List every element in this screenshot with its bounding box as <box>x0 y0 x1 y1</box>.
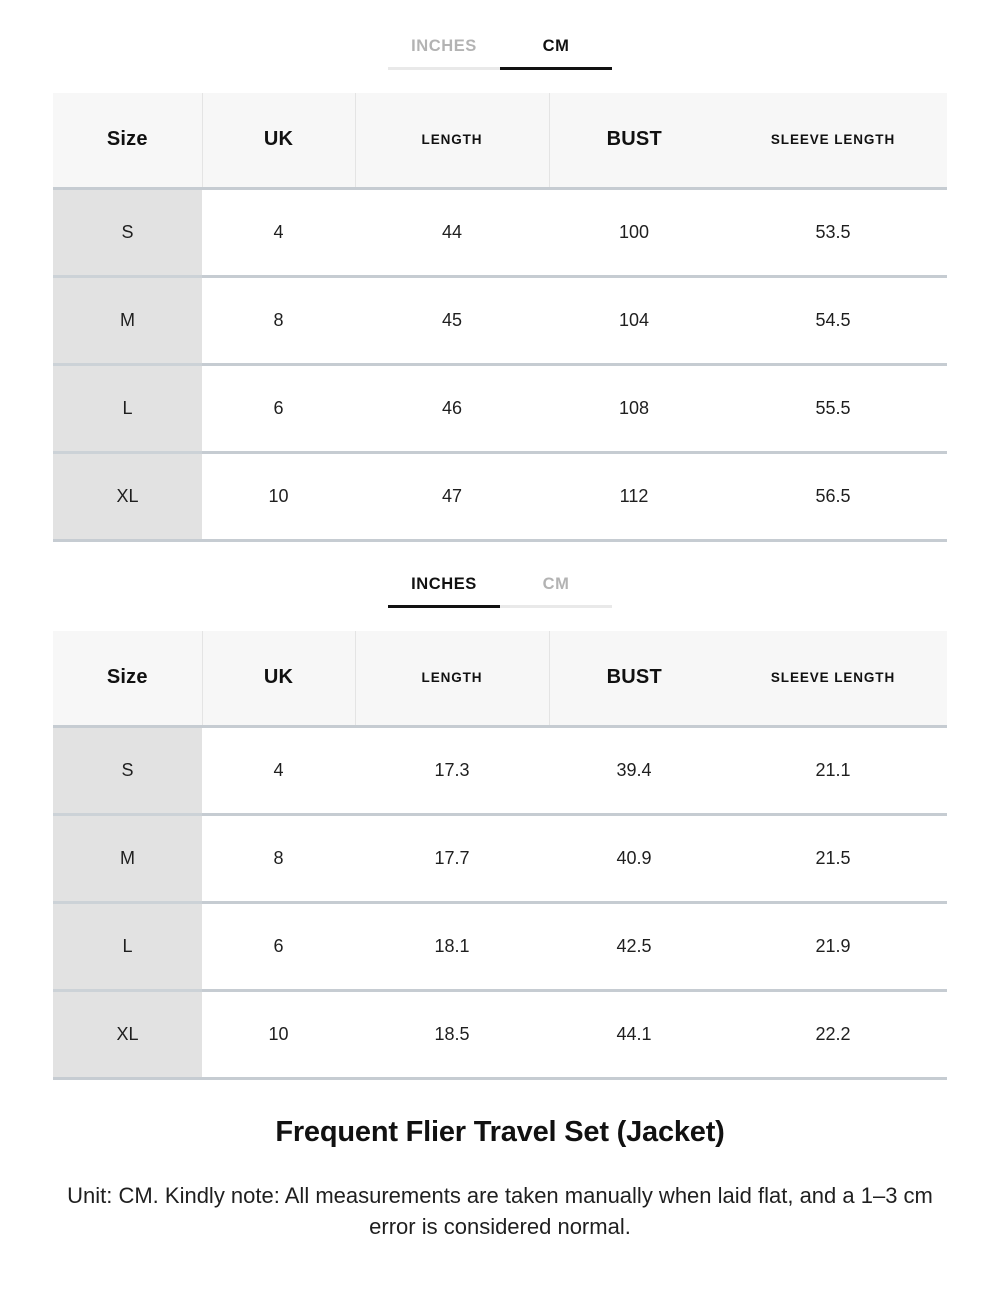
column-header-bust: BUST <box>549 631 719 727</box>
unit-tabs-row <box>388 576 612 605</box>
cell-length: 17.3 <box>355 727 549 815</box>
cell-bust: 42.5 <box>549 903 719 991</box>
cell-length: 45 <box>355 277 549 365</box>
table-row <box>53 727 947 815</box>
tab-underline-inches <box>388 67 500 70</box>
cell-bust: 104 <box>549 277 719 365</box>
cell-bust: 44.1 <box>549 991 719 1079</box>
cell-length: 18.5 <box>355 991 549 1079</box>
unit-tabs-underline-inches <box>388 605 612 608</box>
column-header-length: LENGTH <box>355 631 549 727</box>
cell-uk: 10 <box>202 453 355 541</box>
spacer <box>0 608 1000 631</box>
cell-length: 18.1 <box>355 903 549 991</box>
tab-inches[interactable]: INCHES <box>411 37 477 55</box>
cell-sleeve: 55.5 <box>719 365 947 453</box>
column-header-length: LENGTH <box>355 93 549 189</box>
cell-size: XL <box>53 991 202 1079</box>
tab-cm[interactable]: CM <box>542 575 570 593</box>
cell-length: 47 <box>355 453 549 541</box>
size-chart-section-inches <box>0 542 1000 1080</box>
table-row <box>53 903 947 991</box>
cell-size: L <box>53 903 202 991</box>
column-header-bust: BUST <box>549 93 719 189</box>
cell-uk: 4 <box>202 727 355 815</box>
size-table-cm <box>53 93 947 543</box>
table-header-row <box>53 631 947 727</box>
column-header-sleeve-length: SLEEVE LENGTH <box>719 631 947 727</box>
size-chart-section-cm <box>0 0 1000 542</box>
column-header-uk: UK <box>202 631 355 727</box>
unit-tabs-cm <box>388 38 612 67</box>
size-table-inches <box>53 631 947 1081</box>
cell-size: S <box>53 727 202 815</box>
cell-size: XL <box>53 453 202 541</box>
spacer <box>0 70 1000 93</box>
product-title: Frequent Flier Travel Set (Jacket) <box>275 1116 725 1148</box>
cell-bust: 40.9 <box>549 815 719 903</box>
table-row <box>53 815 947 903</box>
unit-tabs-underline-cm <box>388 67 612 70</box>
tab-underline-inches <box>388 605 500 608</box>
cell-bust: 39.4 <box>549 727 719 815</box>
column-header-uk: UK <box>202 93 355 189</box>
cell-sleeve: 21.1 <box>719 727 947 815</box>
tab-cm[interactable]: CM <box>542 37 570 55</box>
cell-size: S <box>53 189 202 277</box>
unit-tabs-row <box>388 38 612 67</box>
cell-sleeve: 54.5 <box>719 277 947 365</box>
cell-sleeve: 21.5 <box>719 815 947 903</box>
table-row <box>53 365 947 453</box>
table-header-row <box>53 93 947 189</box>
table-row <box>53 453 947 541</box>
cell-length: 46 <box>355 365 549 453</box>
table-row <box>53 189 947 277</box>
tab-inches[interactable]: INCHES <box>411 575 477 593</box>
cell-uk: 6 <box>202 365 355 453</box>
tab-underline-cm <box>500 67 612 70</box>
size-table-header-inches <box>53 631 947 727</box>
cell-size: M <box>53 815 202 903</box>
cell-bust: 112 <box>549 453 719 541</box>
cell-uk: 6 <box>202 903 355 991</box>
cell-length: 44 <box>355 189 549 277</box>
unit-tabs-inches <box>388 576 612 605</box>
column-header-sleeve-length: SLEEVE LENGTH <box>719 93 947 189</box>
cell-size: L <box>53 365 202 453</box>
cell-uk: 10 <box>202 991 355 1079</box>
table-row <box>53 991 947 1079</box>
cell-uk: 8 <box>202 277 355 365</box>
column-header-size: Size <box>53 93 202 189</box>
size-table-body-inches <box>53 727 947 1079</box>
measurement-note: Unit: CM. Kindly note: All measurements are taken manually when laid flat, and a 1–3 cm error is considered normal. <box>67 1183 933 1240</box>
cell-sleeve: 53.5 <box>719 189 947 277</box>
cell-uk: 8 <box>202 815 355 903</box>
table-row <box>53 277 947 365</box>
cell-uk: 4 <box>202 189 355 277</box>
cell-size: M <box>53 277 202 365</box>
tab-underline-cm <box>500 605 612 608</box>
cell-sleeve: 22.2 <box>719 991 947 1079</box>
cell-sleeve: 21.9 <box>719 903 947 991</box>
size-table-header-cm <box>53 93 947 189</box>
column-header-size: Size <box>53 631 202 727</box>
cell-length: 17.7 <box>355 815 549 903</box>
cell-bust: 100 <box>549 189 719 277</box>
size-table-body-cm <box>53 189 947 541</box>
cell-sleeve: 56.5 <box>719 453 947 541</box>
cell-bust: 108 <box>549 365 719 453</box>
